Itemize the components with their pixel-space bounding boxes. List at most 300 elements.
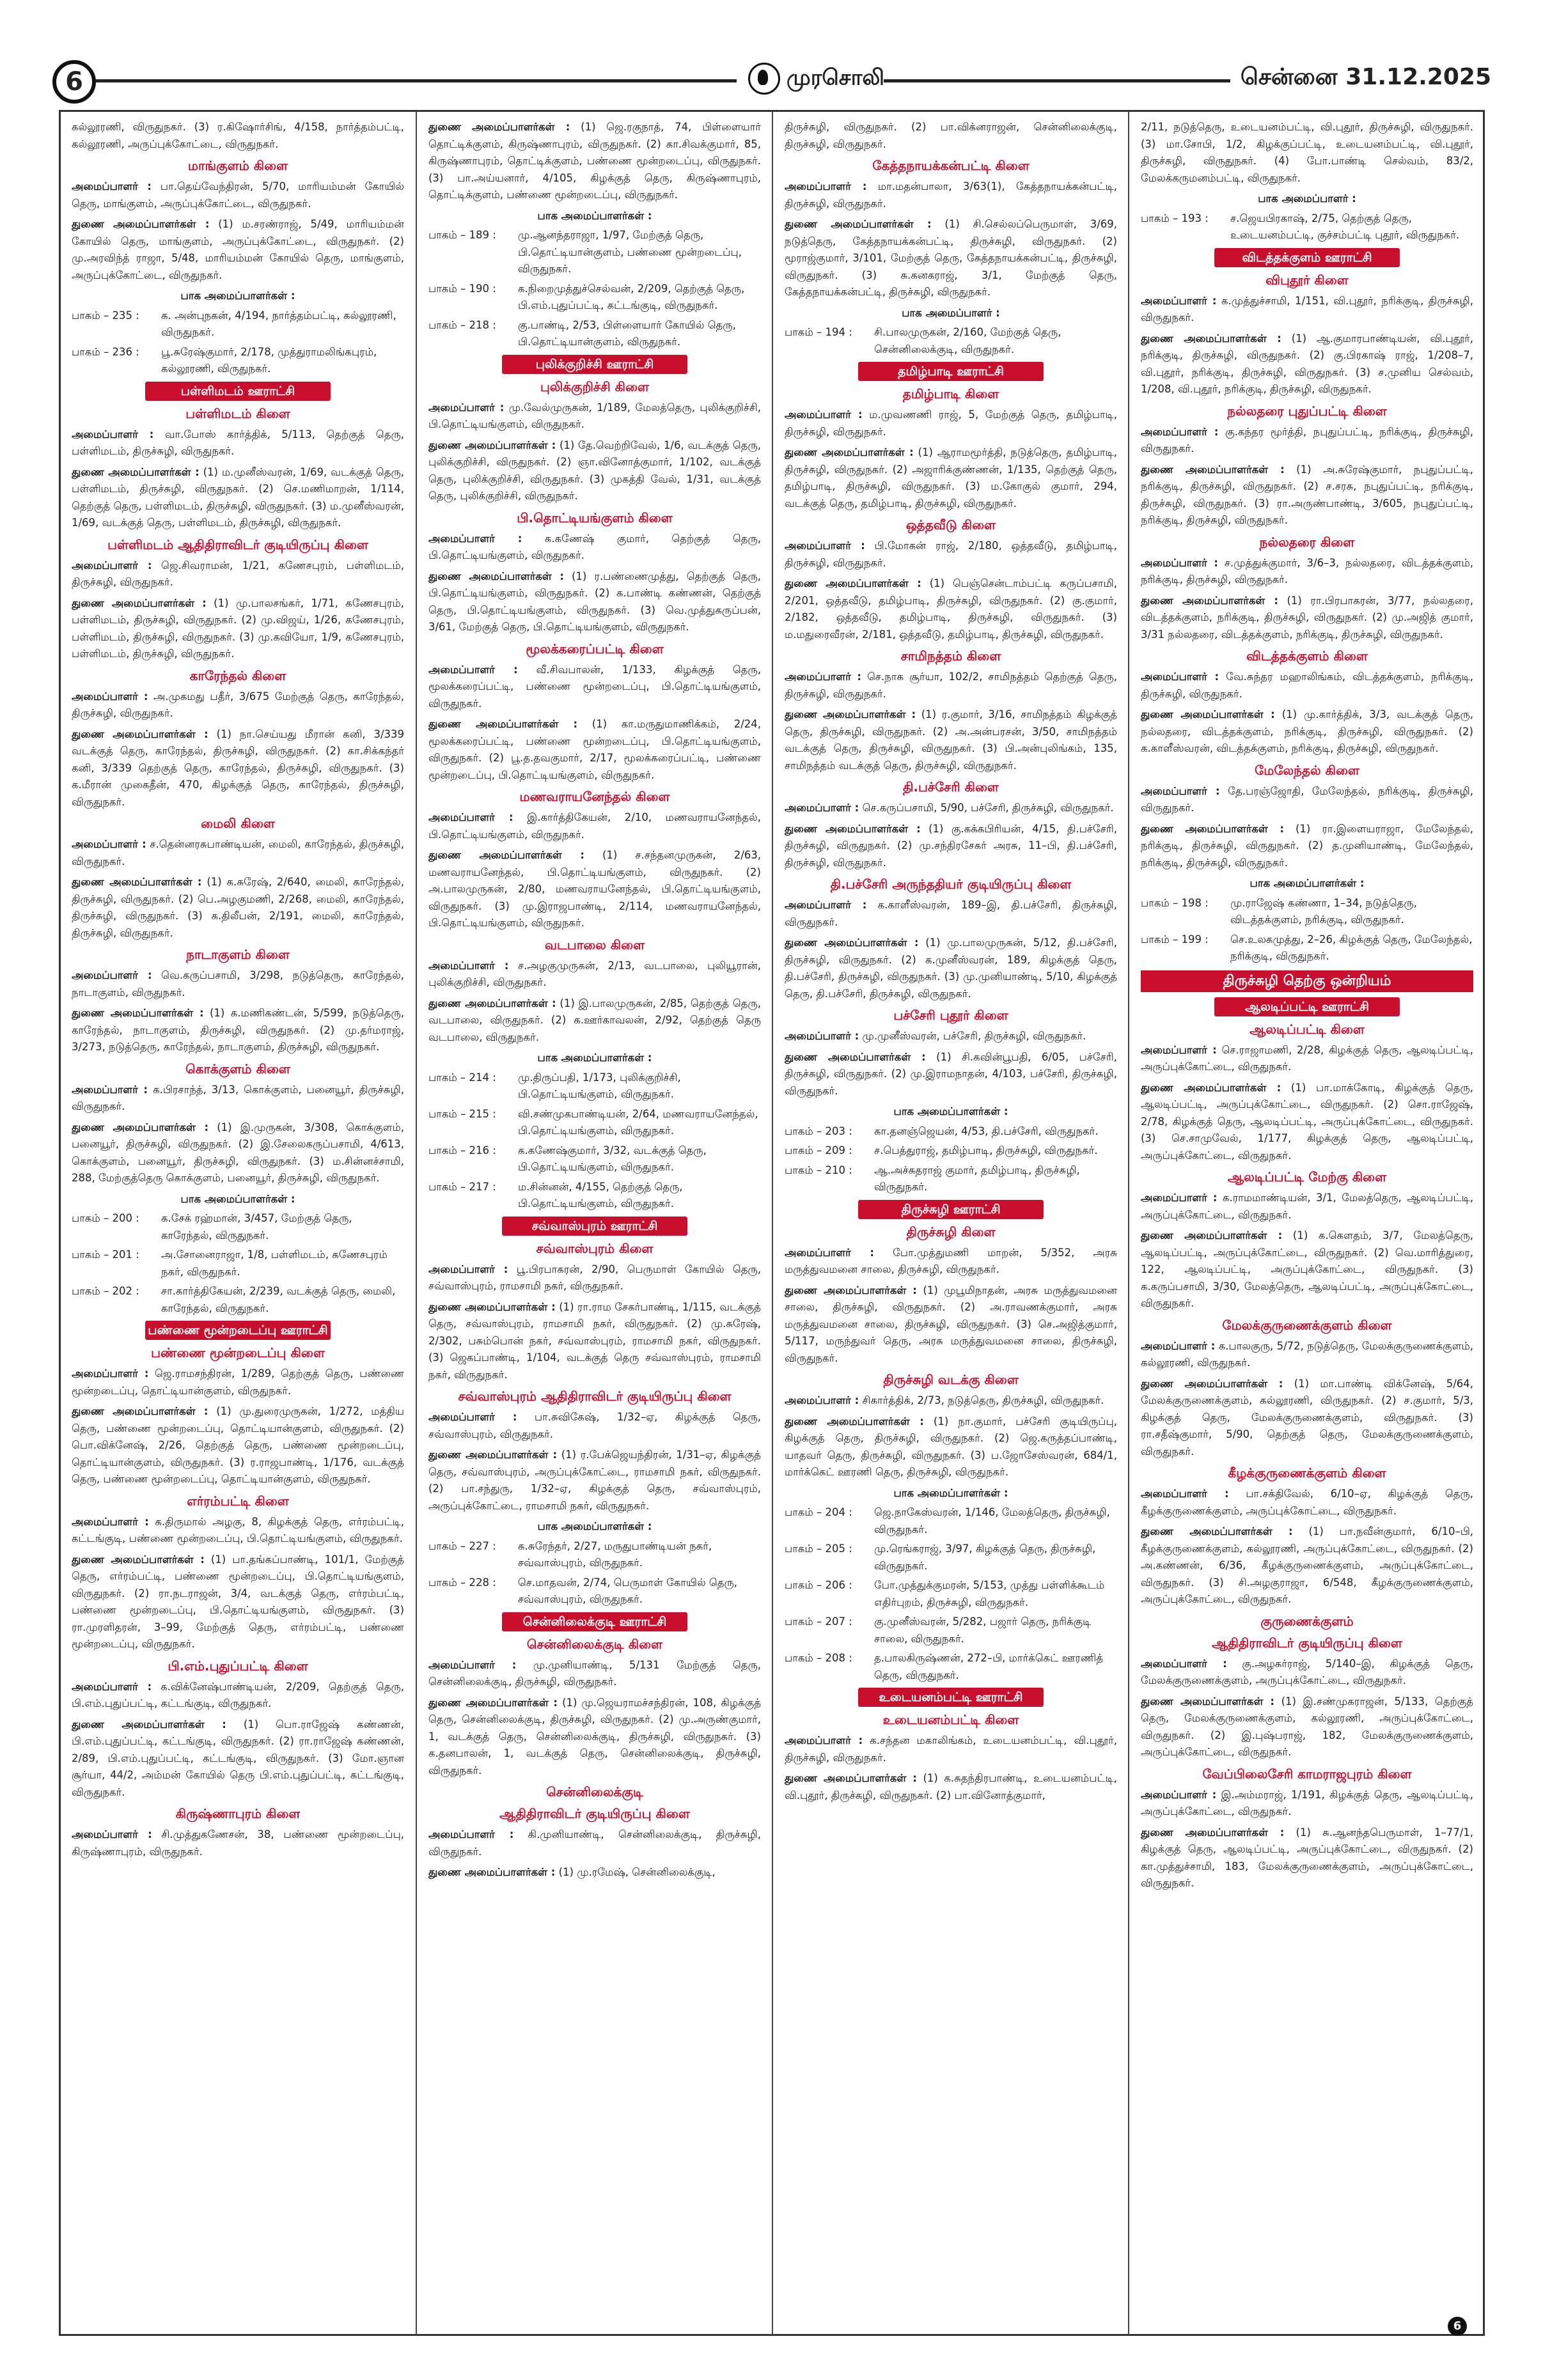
booth-person: போ.முத்துக்குமரன், 5/153, முத்து பள்ளிக்கூடம் எதிர்புறம், திருச்சுழி, விருதுநகர். [874,1579,1105,1608]
booth-number: பாகம் – 200 : [72,1212,139,1224]
booth-number: பாகம் – 194 : [785,326,852,338]
role-label: துணை அமைப்பாளர்கள் : [785,577,921,589]
entry-paragraph [1141,1080,1473,1165]
entry-paragraph [1141,783,1473,817]
entry-paragraph [1141,706,1473,758]
role-label: துணை அமைப்பாளர்கள் : [428,121,570,133]
entry-text: ஜெ.சிவராமன், 1/21, கணேசபுரம், பள்ளிமடம், திருச்சுழி, விருதுநகர். [72,559,404,588]
booth-number: பாகம் – 235 : [72,309,139,322]
entry-text: ச.தென்னரசுபாண்டியன், மைலி, காரேந்தல், திருச்சுழி, விருதுநகர். [72,838,404,867]
entry-paragraph [785,444,1117,512]
column-1 [72,119,404,2331]
entry-paragraph [72,688,404,722]
entry-text: (1) இ.பாலமுருகன், 2/85, தெற்குத் தெரு, வடபாலை, விருதுநகர். (2) க.ஊர்காவலன், 2/92, தெற்குத் தெரு வடபாலை, விருதுநகர். [428,997,761,1043]
booth-person: மு.திருப்பதி, 1/173, புலிக்குறிச்சி, பி.தொட்டியங்குளம், விருதுநகர். [518,1071,681,1100]
booth-heading: பாக அமைப்பாளர்கள் : [537,209,652,222]
entry-paragraph [428,437,761,505]
entry-paragraph [785,1245,1117,1279]
entry-paragraph [785,1413,1117,1481]
section-heading: வடபாலை கிளை [544,937,645,953]
role-label: துணை அமைப்பாளர்கள் : [1141,1229,1283,1241]
booth-number: பாகம் – 208 : [785,1652,852,1664]
role-label: துணை அமைப்பாளர்கள் : [1141,1695,1274,1707]
role-label: அமைப்பாளர் : [72,1515,149,1528]
role-label: துணை அமைப்பாளர்கள் : [1141,822,1284,835]
role-label: அமைப்பாளர் : [72,428,154,440]
booth-number: பாகம் – 202 : [72,1285,139,1297]
entry-text: (1) ச.சந்தனமுருகன், 2/63, மணவராயனேந்தல், பி.தொட்டியங்குளம், விருதுநகர். (2) அ.பாலமுருகன், 2/80, மணவராயனேந்தல், பி.தொட்டியங்குளம், விருதுநகர். (3) மு.இராஜபாண்டி, 2/114, மணவராயனேந்தல், பி.தொட்டியங்குளம், விருதுநகர். [428,849,761,929]
booth-number: பாகம் – 198 : [1141,896,1209,909]
role-label: அமைப்பாளர் : [785,1030,859,1042]
role-label: துணை அமைப்பாளர்கள் : [1141,1081,1281,1094]
role-label: துணை அமைப்பாளர்கள் : [1141,708,1275,720]
role-label: அமைப்பாளர் : [1141,1192,1218,1204]
entry-paragraph [1141,293,1473,327]
entry-paragraph [428,958,761,992]
entry-text: (1) க.கௌதம், 3/7, மேலத்தெரு, ஆலடிப்பட்டி, அருப்புக்கோட்டை, விருதுநகர். (2) வெ.மாரித்துரை, 122, ஆலடிப்பட்டி, அருப்புக்கோட்டை, விருதுநகர். (3) க.கருப்பசாமி, 3/30, மேலத்தெரு, ஆலடிப்பட்டி, அருப்புக்கோட்டை, விருதுநகர். [1141,1229,1473,1309]
role-label: துணை அமைப்பாளர்கள் : [785,822,921,835]
role-label: துணை அமைப்பாளர்கள் : [428,1866,556,1878]
booth-heading: பாக அமைப்பாளர்கள் : [180,290,295,302]
entry-paragraph [1141,1338,1473,1372]
role-label: அமைப்பாளர் : [72,1828,152,1840]
entry-paragraph [72,1403,404,1488]
section-heading: மைலி கிளை [201,816,275,831]
role-label: அமைப்பாளர் : [785,540,865,552]
role-label: அமைப்பாளர் : [428,663,518,676]
entry-text: (1) அ.சுரேஷ்குமார், நபுதுப்பட்டி, நரிக்குடி, திருச்சுழி, விருதுநகர். (2) ச.சரசு, நபுதுப்பட்டி, நரிக்குடி, திருச்சுழி, விருதுநகர். (3) ரா.அருண்பாண்டி, 3/605, நபுதுப்பட்டி, நரிக்குடி, திருச்சுழி, விருதுநகர். [1141,463,1473,526]
booth-person: க.சேக் ரஹ்மான், 3/457, மேற்குத் தெரு, காரேந்தல், விருதுநகர். [161,1212,352,1241]
role-label: அமைப்பாளர் : [1141,1339,1216,1352]
entry-text: (1) இ.முருகன், 3/308, கொக்குளம், பனையூர், திருச்சுழி, விருதுநகர். (2) இ.சேலைகருப்பசாமி, 4/613, கொக்குளம், பனையூர், திருச்சுழி, விருதுநகர். (3) ம.சின்னச்சாமி, 288, மேற்குத்தெரு கொக்குளம், பனையூர், திருச்சுழி, விருதுநகர். [72,1121,404,1184]
role-label: துணை அமைப்பாளர்கள் : [72,1121,209,1133]
role-label: அமைப்பாளர் : [428,1828,514,1840]
panchayat-label: பண்ணை மூன்றடைப்பு ஊராட்சி [145,1321,331,1340]
entry-text: க.ராமமாண்டியன், 3/1, மேலத்தெரு, ஆலடிப்பட்டி, அருப்புக்கோட்டை, விருதுநகர். [1141,1192,1473,1221]
booth-person: க.நிறைமுத்துச்செல்வன், 2/209, தெற்குத் தெரு, பி.எம்.புதுப்பட்டி, கட்டங்குடி, விருதுநகர். [518,282,745,311]
booth-number: பாகம் – 193 : [1141,212,1209,224]
entry-paragraph [428,1261,761,1295]
section-heading: புலிக்குறிச்சி கிளை [540,378,649,394]
section-heading: சென்னிலைக்குடி [546,1784,643,1800]
column-3 [785,119,1117,2331]
role-label: அமைப்பாளர் : [72,559,152,572]
entry-paragraph [428,1299,761,1384]
section-heading: மேலேந்தல் கிளை [1255,762,1359,778]
entry-text: செ.நாக சூர்யா, 102/2, சாமிநத்தம் தெற்குத் தெரு, திருச்சுழி, விருதுநகர். [785,671,1117,700]
issue-date: சென்னை 31.12.2025 [1230,64,1491,93]
section-heading: கிருஷ்ணாபுரம் கிளை [175,1806,301,1821]
entry-text: (1) ர.பண்ணைமுத்து, தெற்குத் தெரு, பி.தொட்டியங்குளம், விருதுநகர். (2) க.பாண்டி கண்ணன், தெற்குத் தெரு, பி.தொட்டியங்குளம், விருதுநகர். (3) வெ.முத்துகருப்பன், 3/61, மேற்குத் தெரு, பி.தொட்டியங்குளம், விருதுநகர். [428,570,761,633]
section-heading: தி.பச்சேரி கிளை [903,779,999,795]
entry-paragraph [785,1282,1117,1367]
booth-number: பாகம் – 199 : [1141,933,1209,945]
booth-person: ஜெ.நாகேஸ்வரன், 1/146, மேலத்தெரு, திருச்சுழி, விருதுநகர். [874,1506,1110,1536]
booth-person: மு.ஆனந்தராஜா, 1/97, மேற்குத் தெரு, பி.தொட்டியான்குளம், பண்ணை மூன்றடைப்பு, விருதுநகர். [518,229,742,275]
entry-text: செ.ராஜாமணி, 2/28, கிழக்குத் தெரு, ஆலடிப்பட்டி, அருப்புக்கோட்டை, விருதுநகர். [1141,1043,1473,1073]
entry-text: (1) க.சுரேஷ், 2/640, மைலி, காரேந்தல், திருச்சுழி, விருதுநகர். (2) பெ.அழகுமணி, 2/268, மைலி, காரேந்தல், திருச்சுழி, விருதுநகர். (3) க.திலீபன், 2/191, மைலி, காரேந்தல், திருச்சுழி, விருதுநகர். [72,876,404,939]
booth-person: த.பாலகிருஷ்ணன், 272–பி, மார்க்கெட் ஊரணித் தெரு, விருதுநகர். [874,1652,1104,1681]
section-heading: ஆலடிப்பட்டி கிளை [1249,1021,1365,1037]
entry-text: (1) க.மணிகண்டன், 5/599, நடுத்தெரு, காரேந்தல், நாடாகுளம், திருச்சுழி, விருதுநகர். (2) மு.தர்மராஜ், 3/273, நடுத்தெரு, காரேந்தல், நாடாகுளம், திருச்சுழி, விருதுநகர். [72,1007,404,1053]
role-label: துணை அமைப்பாளர்கள் : [72,1718,226,1731]
entry-paragraph [785,1732,1117,1766]
entry-text: (1) நா.செய்யது மீரான் கனி, 3/339 வடக்குத் தெரு, காரேந்தல், திருச்சுழி, விருதுநகர். (2) கா.சிக்கந்தர் கனி, 3/339 தெற்குத் தெரு, காரேந்தல், திருச்சுழி, விருதுநகர். (3) க.மீரான் முகைதீன், 470, கிழக்குத் தெரு, காரேந்தல், திருச்சுழி, விருதுநகர். [72,727,404,808]
entry-paragraph [1141,1523,1473,1608]
booth-heading: பாக அமைப்பாளர்கள் : [893,1105,1008,1117]
booth-person: ச.பெத்துராஜ், தமிழ்பாடி, திருச்சுழி, விருதுநகர். [874,1144,1098,1156]
booth-number: பாகம் – 210 : [785,1163,852,1176]
booth-number: பாகம் – 228 : [428,1576,496,1589]
entry-paragraph [72,967,404,1001]
entry-paragraph [785,669,1117,703]
page-number: 6 [52,60,96,104]
entry-text: (1) மு.கார்த்திக், 3/3, வடக்குத் தெரு, நல்லதரை, விடத்தக்குளம், நரிக்குடி, திருச்சுழி, விருதுநகர். (2) க.காளீஸ்வரன், விடத்தக்குளம், நரிக்குடி, திருச்சுழி, விருதுநகர். [1141,708,1473,754]
entry-paragraph [1141,1787,1473,1821]
entry-paragraph [72,1552,404,1653]
section-heading: பள்ளிமடம் கிளை [185,405,290,421]
booth-row [428,1538,761,1572]
column-4 [1141,119,1473,2331]
role-label: அமைப்பாளர் : [1141,556,1218,569]
entry-text: (1) முபூமிநாதன், அரசு மருத்துவமனை சாலை, திருச்சுழி, விருதுநகர். (2) அ.ராவணக்குமார், அரசு மருத்துவமனை சாலை, திருச்சுழி, விருதுநகர். (3) செ.அஜித்குமார், 5/117, மருந்துவர் தெரு, அரசு மருத்துவமனை சாலை, திருச்சுழி, விருதுநகர். [785,1284,1117,1364]
masthead-logo-icon [748,63,780,95]
entry-text: (1) ஆ.குமாரபாண்டியன், வி.புதூர், நரிக்குடி, திருச்சுழி, விருதுநகர். (2) கு.பிரகாஷ் ராஜ், 1/208–7, வி.புதூர், நரிக்குடி, திருச்சுழி, விருதுநகர். (3) ச.முனிய செல்வம், 1/208, வி.புதூர், நரிக்குடி, திருச்சுழி, விருதுநகர். [1141,332,1473,395]
role-label: அமைப்பாளர் : [72,969,152,981]
role-label: துணை அமைப்பாளர்கள் : [1141,1826,1285,1839]
role-label: அமைப்பாளர் : [785,671,862,683]
role-label: அமைப்பாளர் : [1141,784,1220,797]
entry-paragraph [72,557,404,591]
entry-text: (1) மு.பாலசங்கர், 1/71, கணேசபுரம், பள்ளிமடம், திருச்சுழி, விருதுநகர். (2) மு.விஜய், 1/26, கணேசபுரம், பள்ளிமடம், திருச்சுழி, விருதுநகர். (3) மு.கவியோ, 1/9, கணேசபுரம், பள்ளிமடம், திருச்சுழி, விருதுநகர். [72,596,404,660]
entry-paragraph [428,531,761,564]
booth-person: க.கணேஷ்குமார், 3/32, வடக்குத் தெரு, பி.தொட்டியங்குளம், விருதுநகர். [518,1144,707,1173]
entry-paragraph [428,1695,761,1780]
entry-text: (1) சி.செல்லப்பெருமாள், 3/69, நடுத்தெரு, கேத்தநாயக்கன்பட்டி, திருச்சுழி, விருதுநகர். (2) மூராஜ்குமார், 3/101, மேற்குத் தெரு, கேத்தநாயக்கன்பட்டி, திருச்சுழி, விருதுநகர். (3) சு.கனகராஜ், 3/1, மேற்குத் தெரு, கேத்தநாயக்கன்பட்டி, திருச்சுழி, விருதுநகர். [785,218,1117,298]
entry-text: க.சந்தன மகாலிங்கம், உடையனம்பட்டி, வி.புதூர், திருச்சுழி, விருதுநகர். [785,1734,1117,1764]
booth-number: பாகம் – 201 : [72,1248,139,1261]
section-heading: உடையனம்பட்டி கிளை [882,1712,1019,1727]
entry-paragraph [72,836,404,870]
entry-text: க.பிரசாந்த், 3/13, கொக்குளம், பனையூர், திருச்சுழி, விருதுநகர். [72,1083,404,1112]
entry-text: பூ.பிரபாகரன், 2/90, பெருமாள் கோயில் தெரு, சவ்வாஸ்புரம், ராமசாமி நகர், விருதுநகர். [428,1263,761,1292]
booth-row [1141,210,1473,244]
role-label: அமைப்பாளர் : [1141,425,1219,438]
booth-person: மு.ராஜேஷ் கண்ணா, 1–34, நடுத்தெரு, விடத்தக்குளம், நரிக்குடி, விருதுநகர். [1230,896,1417,926]
booth-row [1141,931,1473,965]
entry-text: (1) மு.ஜெயராமச்சந்திரன், 108, கிழக்குத் தெரு, சென்னிலைக்குடி, திருச்சுழி, விருதுநகர். (2) மு.அருண்குமார், 1, வடக்குத் தெரு, சென்னிலைக்குடி, திருச்சுழி, விருதுநகர். (3) க.தனபாலன், 1, வடக்குத் தெரு, சென்னிலைக்குடி, திருச்சுழி, விருதுநகர். [428,1696,761,1777]
entry-text: சி.முத்துகணேசன், 38, பண்ணை மூன்றடைப்பு, கிருஷ்ணாபுரம், விருதுநகர். [72,1828,404,1858]
role-label: துணை அமைப்பாளர்கள் : [785,1284,917,1296]
entry-paragraph [428,1409,761,1443]
entry-text: (1) சு.ஆனந்தபெருமாள், 1–77/1, கிழக்குத் தெரு, ஆலடிப்பட்டி, அருப்புக்கோட்டை, விருதுநகர். (2) கா.முத்துச்சாமி, 183, மேலக்குருணைக்குளம், அருப்புக்கோட்டை, விருதுநகர். [1141,1826,1473,1889]
section-heading: ஆதிதிராவிடர் குடியிருப்பு கிளை [499,1806,690,1821]
section-heading: கேத்தநாயக்கன்பட்டி கிளை [872,158,1030,173]
entry-text: (1) மு.பாலமுருகன், 5/12, தி.பச்சேரி, திருச்சுழி, விருதுநகர். (2) க.முனீஸ்வரன், 189, கிழக்குத் தெரு, தி.பச்சேரி, திருச்சுழி, விருதுநகர். (3) மு.முனியாண்டி, 5/10, கிழக்குத் தெரு, தி.பச்சேரி, திருச்சுழி, விருதுநகர். [785,937,1117,1000]
booth-row [428,1106,761,1140]
section-heading: தி.பச்சேரி அருந்ததியர் குடியிருப்பு கிளை [830,876,1072,892]
entry-text: க.முத்துச்சாமி, 1/151, வி.புதூர், நரிக்குடி, திருச்சுழி, விருதுநகர். [1141,294,1473,323]
entry-text: தே.பரஞ்ஜோதி, மேலேந்தல், நரிக்குடி, திருச்சுழி, விருதுநகர். [1141,784,1473,814]
role-label: துணை அமைப்பாளர்கள் : [1141,332,1281,345]
booth-number: பாகம் – 205 : [785,1543,852,1555]
entry-paragraph [72,1716,404,1801]
role-label: அமைப்பாளர் : [428,401,505,414]
entry-paragraph [428,568,761,636]
column-2 [428,119,761,2331]
booth-heading: பாக அமைப்பாளர் : [902,306,1000,319]
entry-paragraph [1141,331,1473,398]
entry-paragraph [1141,119,1473,187]
entry-paragraph [785,1770,1117,1804]
section-heading: விடத்தக்குளம் கிளை [1246,648,1368,664]
column-divider-3 [1128,111,1129,2335]
entry-paragraph [428,1657,761,1691]
role-label: துணை அமைப்பாளர்கள் : [1141,1377,1283,1390]
section-heading: குருணைக்குளம் [1260,1613,1354,1629]
entry-text: வெ.கருப்பசாமி, 3/298, நடுத்தெரு, காரேந்தல், நாடாகுளம், விருதுநகர். [72,969,404,999]
role-label: துணை அமைப்பாளர்கள் : [428,997,556,1009]
role-label: அமைப்பாளர் : [72,690,148,703]
role-label: அமைப்பாளர் : [785,1734,863,1746]
entry-text: (1) கா.மருதுமாணிக்கம், 2/24, மூலக்கரைப்பட்டி, பண்ணை மூன்றடைப்பு, பி.தொட்டியங்குளம், விருதுநகர். (2) பூ.த.தவகுமார், 2/17, மூலக்கரைப்பட்டி, பண்ணை மூன்றடைப்பு, பி.தொட்டியங்குளம், விருதுநகர். [428,718,761,781]
booth-person: க.சுரேந்தர், 2/27, மருதுபாண்டியன் நகர், சவ்வாஸ்புரம், விருதுநகர். [518,1539,712,1569]
role-label: துணை அமைப்பாளர்கள் : [428,439,556,451]
entry-paragraph [1141,1042,1473,1076]
entry-paragraph [785,935,1117,1002]
section-heading: நல்லதரை புதுப்பட்டி கிளை [1227,403,1387,419]
entry-text: பா.சக்திவேல், 6/10–ஏ, கிழக்குத் தெரு, கீழக்குருணைக்குளம், அருப்புக்கோட்டை, விருதுநகர். [1141,1488,1473,1517]
booth-number: பாகம் – 209 : [785,1144,852,1156]
entry-text: (1) ஜெ.ரகுநாத், 74, பிள்ளையார் தொட்டிக்குளம், கிருஷ்ணாபுரம், விருதுநகர். (2) கா.சிவக்குமார், 85, கிருஷ்ணாபுரம், தொட்டிக்குளம், பண்ணை மூன்றடைப்பு, விருதுநகர். (3) பா.அய்யனார், 4/105, கிழக்குத் தெரு, கிருஷ்ணாபுரம், தொட்டிக்குளம், பண்ணை மூன்றடைப்பு, விருதுநகர். [428,121,761,201]
entry-paragraph [1141,424,1473,458]
entry-paragraph [72,874,404,942]
role-label: துணை அமைப்பாளர்கள் : [785,1772,917,1784]
entry-text: கு.அழகர்ராஜ், 5/140–இ, கிழக்குத் தெரு, மேலக்குருணைக்குளம், அருப்புக்கோட்டை, விருதுநகர். [1141,1657,1473,1686]
entry-paragraph [1141,1376,1473,1461]
entry-paragraph [72,426,404,460]
entry-paragraph [72,1514,404,1548]
entry-paragraph [785,216,1117,301]
booth-row [428,1069,761,1103]
entry-paragraph [428,995,761,1046]
entry-text: (1) ஆராமமூர்த்தி, நடுத்தெரு, தமிழ்பாடி, திருச்சுழி, விருதுநகர். (2) அஜாரிக்குண்ணன், 1/135, தெற்குத் தெரு, தமிழ்பாடி, திருச்சுழி, விருதுநகர். (3) ம.கோகுல் குமார், 294, வடக்குத் தெரு, தமிழ்பாடி, திருச்சுழி, விருதுநகர். [785,446,1117,509]
entry-paragraph [428,1447,761,1514]
entry-paragraph [72,726,404,811]
entry-text: (1) இ.சண்முகராஜன், 5/133, தெற்குத் தெரு, மேலக்குருணைக்குளம், கல்லூரணி, அருப்புக்கோட்டை, விருதுநகர். (2) இ.புஷ்பராஜ், 182, மேலக்குருணைக்குளம், அருப்புக்கோட்டை, விருதுநகர். [1141,1695,1473,1758]
entry-paragraph [1141,462,1473,529]
masthead-title: முரசொலி [787,65,884,91]
section-heading: பண்ணை மூன்றடைப்பு கிளை [151,1345,325,1360]
section-heading: சவ்வாஸ்புரம் கிளை [536,1240,654,1256]
role-label: துணை அமைப்பாளர்கள் : [785,708,916,720]
role-label: அமைப்பாளர் : [1141,671,1219,683]
section-heading: வேப்பிலைசேரி காமராஜபுரம் கிளை [1202,1766,1412,1782]
booth-person: கா.தனஞ்ஜெயன், 4/53, தி.பச்சேரி, விருதுநகர். [874,1124,1099,1137]
entry-paragraph [785,706,1117,774]
booth-row [785,1541,1117,1575]
booth-person: கு.முனீஸ்வரன், 5/282, பஜார் தெரு, நரிக்குடி சாலை, விருதுநகர். [874,1615,1092,1645]
booth-number: பாகம் – 215 : [428,1107,496,1120]
booth-number: பாகம் – 214 : [428,1071,496,1084]
entry-paragraph [1141,555,1473,589]
entry-paragraph [72,178,404,212]
section-heading: விபுதூர் கிளை [1265,272,1349,288]
entry-text: (1) ரா.பிரபாகரன், 3/77, நல்லதரை, விடத்தக்குளம், நரிக்குடி, திருச்சுழி, விருதுநகர். (2) மு.அஜித் குமார், 3/31 நல்லதரை, விடத்தக்குளம், நரிக்குடி, திருச்சுழி, விருதுநகர். [1141,594,1473,641]
entry-paragraph [785,178,1117,212]
booth-heading: பாக அமைப்பாளர்கள் : [893,1486,1008,1499]
entry-text: (1) நா.குமார், பச்சேரி குடியிருப்பு, கிழக்குத் தெரு, திருச்சுழி, விருதுநகர். (2) ஜெ.கருத்தப்பாண்டி, யாதவர் தெரு, திருச்சுழி, விருதுநகர். (3) ப.ஜோசேஸ்வரன், 684/1, மார்க்கெட் ஊரணி தெரு, திருச்சுழி, விருதுநகர். [785,1415,1117,1478]
entry-text: வா.போஸ் கார்த்திக், 5/113, தெற்குத் தெரு, பள்ளிமடம், திருச்சுழி, விருதுநகர். [72,428,404,457]
booth-number: பாகம் – 189 : [428,229,496,241]
entry-text: கு.கந்தர மூர்த்தி, நபுதுப்பட்டி, நரிக்குடி, திருச்சுழி, விருதுநகர். [1141,425,1473,455]
entry-text: ச.முத்துக்குமார், 3/6–3, நல்லதரை, விடத்தக்குளம், நரிக்குடி, திருச்சுழி, விருதுநகர். [1141,556,1473,586]
entry-text: (1) ர.பேக்ஜெயந்திரன், 1/31–ஏ, கிழக்குத் தெரு, சவ்வாஸ்புரம், அருப்புக்கோட்டை, ராமசாமி நகர், விருதுநகர். (2) பா.சந்துரு, 1/32–ஏ, கிழக்குத் தெரு, சவ்வாஸ்புரம், அருப்புக்கோட்டை, ராமசாமி நகர், விருதுநகர். [428,1449,761,1512]
entry-paragraph [72,1365,404,1399]
entry-text: மு.வேல்முருகன், 1/189, மேலத்தெரு, புலிக்குறிச்சி, பி.தொட்டியங்குளம், விருதுநகர். [428,401,761,430]
entry-paragraph [428,847,761,932]
section-heading: பி.எம்.புதுப்பட்டி கிளை [168,1658,308,1674]
booth-heading: பாக அமைப்பாளர்கள் : [537,1520,652,1532]
booth-row [785,1577,1117,1611]
role-label: அமைப்பாளர் : [785,899,867,911]
role-label: அமைப்பாளர் : [1141,1488,1229,1500]
booth-row [428,317,761,351]
entry-paragraph [72,464,404,532]
entry-text: (1) ரா.ராம சேகர்பாண்டி, 1/115, வடக்குத் தெரு, சவ்வாஸ்புரம், ராமசாமி நகர், விருதுநகர். (2) மு.சுரேஷ், 2/302, பசும்பொன் நகர், சவ்வாஸ்புரம், ராமசாமி நகர், விருதுநகர். (3) ஜெகப்பாண்டி, 1/104, வடக்குத் தெரு சவ்வாஸ்புரம், ராமசாமி நகர், விருதுநகர். [428,1300,761,1381]
booth-person: ச.ஜெயபிரகாஷ், 2/75, தெற்குத் தெரு, உடையனம்பட்டி, குச்சம்பட்டி புதூர், விருதுநகர். [1230,212,1460,241]
booth-person: சி.பாலமுருகன், 2/160, மேற்குத் தெரு, சென்னிலைக்குடி, விருதுநகர். [874,326,1061,355]
panchayat-label: உடையனம்பட்டி ஊராட்சி [858,1688,1044,1707]
booth-number: பாகம் – 206 : [785,1579,852,1591]
entry-text: செ.கருப்பசாமி, 5/90, பச்சேரி, திருச்சுழி, விருதுநகர். [862,802,1114,814]
section-heading: நல்லதரை கிளை [1259,534,1355,550]
booth-person: க. அன்புநகன், 4/194, நார்த்தம்பட்டி, கல்லூரணி, விருதுநகர். [161,309,396,338]
entry-text: (1) கு.கக்கபிரியன், 4/15, தி.பச்சேரி, திருச்சுழி, விருதுநகர். (2) மு.சந்திரசேகர் அரசு, 11–பி, தி.பச்சேரி, திருச்சுழி, விருதுநகர். [785,822,1117,869]
booth-heading: பாக அமைப்பாளர்கள் : [537,1052,652,1064]
entry-text: (1) பா.மாக்கோடி, கிழக்குத் தெரு, ஆலடிப்பட்டி, அருப்புக்கோட்டை, விருதுநகர். (2) சொ.ராஜேஷ், 2/78, கிழக்குத் தெரு, ஆலடிப்பட்டி, அருப்புக்கோட்டை, விருதுநகர். (3) செ.சாமுவேல், 1/177, கிழக்குத் தெரு, ஆலடிப்பட்டி, அருப்புக்கோட்டை, விருதுநகர். [1141,1081,1473,1162]
entry-paragraph [785,821,1117,872]
booth-number: பாகம் – 216 : [428,1144,496,1156]
entry-text: கல்லூரணி, விருதுநகர். (3) ர.கிஷோர்சிங், 4/158, நார்த்தம்பட்டி, கல்லூரணி, அருப்புக்கோட்டை, விருதுநகர். [72,121,404,150]
booth-person: வி.சண்முகபாண்டியன், 2/64, மணவராயனேந்தல், பி.தொட்டியங்குளம், விருதுநகர். [518,1107,758,1137]
role-label: துணை அமைப்பாளர்கள் : [72,596,207,609]
entry-text: ச.அழகுமுருகன், 2/13, வடபாலை, புலியூரான், புலிக்குறிச்சி, விருதுநகர். [428,959,761,988]
section-heading: நாடாகுளம் கிளை [186,947,290,962]
role-label: துணை அமைப்பாளர்கள் : [72,1007,204,1019]
booth-row [785,1650,1117,1684]
column-divider-1 [416,111,417,2335]
role-label: அமைப்பாளர் : [72,1680,152,1693]
header-rule-left [91,79,737,82]
entry-paragraph [785,119,1117,153]
panchayat-label: விடத்தக்குளம் ஊராட்சி [1214,248,1400,267]
entry-text: மு.முனியாண்டி, 5/131 மேற்குத் தெரு, சென்னிலைக்குடி, திருச்சுழி, விருதுநகர். [428,1658,761,1688]
section-heading: தமிழ்பாடி கிளை [902,386,999,401]
booth-row [785,1614,1117,1647]
entry-text: இ.கார்த்திகேயன், 2/10, மணவராயனேந்தல், பி.தொட்டியங்குளம், விருதுநகர். [428,811,761,841]
section-heading: திருச்சுழி கிளை [906,1224,996,1240]
role-label: அமைப்பாளர் : [785,408,863,421]
booth-row [72,307,404,341]
page-header [52,60,1491,105]
booth-person: சா.கார்த்திகேயன், 2/239, வடக்குத் தெரு, மைலி, காரேந்தல், விருதுநகர். [161,1285,396,1314]
masthead [748,63,884,95]
role-label: துணை அமைப்பாளர்கள் : [428,1696,558,1709]
section-heading: ஒத்தவீடு கிளை [905,517,996,533]
entry-text: பா.தெய்வேந்திரன், 5/70, மாரியம்மன் கோயில் தெரு, மாங்குளம், அருப்புக்கோட்டை, விருதுநகர். [72,180,404,210]
booth-row [428,1575,761,1608]
entry-text: (1) ரா.இளையராஜா, மேலேந்தல், நரிக்குடி, திருச்சுழி, விருதுநகர். (2) த.முனியாண்டி, மேலேந்தல், நரிக்குடி, திருச்சுழி, விருதுநகர். [1141,822,1473,869]
section-heading: பச்சேரி புதூர் கிளை [893,1007,1008,1023]
booth-person: மு.ரெங்கராஜ், 3/97, கிழக்குத் தெரு, திருச்சுழி, விருதுநகர். [874,1543,1096,1572]
entry-paragraph [72,1082,404,1116]
booth-person: பூ.சுரேஷ்குமார், 2/178, முத்துராமலிங்கபுரம், கல்லூரணி, விருதுநகர். [161,345,377,375]
section-heading: மணவராயனேந்தல் கிளை [519,789,670,804]
panchayat-label: பள்ளிமடம் ஊராட்சி [145,382,331,401]
panchayat-label: புலிக்குறிச்சி ஊராட்சி [502,355,687,374]
union-banner: திருச்சுழி தெற்கு ஒன்றியம் [1141,970,1473,992]
role-label: அமைப்பாளர் : [785,1246,875,1259]
entry-paragraph [428,400,761,433]
entry-text: திருச்சுழி, விருதுநகர். (2) பா.விக்னராஜன், சென்னிலைக்குடி, திருச்சுழி, விருதுநகர். [785,121,1117,150]
entry-text: 2/11, நடுத்தெரு, உடையனம்பட்டி, வி.புதூர், திருச்சுழி, விருதுநகர். (3) மா.சோபி, 1/2, கிழக்குப்பட்டி, உடையனம்பட்டி, வி.புதூர், திருச்சுழி, விருதுநகர். (4) போ.பாண்டி செல்வம், 83/2, மேலக்கருமனம்பட்டி, விருதுநகர். [1141,121,1473,184]
entry-paragraph [785,575,1117,643]
role-label: துணை அமைப்பாளர்கள் : [785,446,914,458]
role-label: அமைப்பாளர் : [428,1263,508,1275]
entry-text: (1) ம.முனீஸ்வரன், 1/69, வடக்குத் தெரு, பள்ளிமடம், திருச்சுழி, விருதுநகர். (2) செ.மணிமாறன், 1/114, தெற்குத் தெரு, பள்ளிமடம், திருச்சுழி, விருதுநகர். (3) ம.முனீஸ்வரன், 1/69, வடக்குத் தெரு, பள்ளிமடம், திருச்சுழி, விருதுநகர். [72,465,404,529]
entry-text: அ.முகமது பதீர், 3/675 மேற்குத் தெரு, காரேந்தல், திருச்சுழி, விருதுநகர். [72,690,404,719]
entry-text: ஜெ.ராமசந்திரன், 1/289, தெற்குத் தெரு, பண்ணை மூன்றடைப்பு, தொட்டியான்குளம், விருதுநகர். [72,1367,404,1397]
entry-paragraph [428,1864,761,1881]
section-heading: கொக்குளம் கிளை [185,1061,290,1077]
role-label: துணை அமைப்பாளர்கள் : [785,937,919,949]
role-label: அமைப்பாளர் : [785,1394,859,1406]
entry-text: க.காளீஸ்வரன், 189–இ, தி.பச்சேரி, திருச்சுழி, விருதுநகர். [785,899,1117,928]
booth-row [1141,895,1473,929]
booth-person: கு.பாண்டி, 2/53, பிள்ளையார் கோயில் தெரு, பி.தொட்டியான்குளம், விருதுநகர். [518,318,736,348]
role-label: துணை அமைப்பாளர்கள் : [72,465,200,478]
booth-row [785,1142,1117,1160]
entry-text: மா.மதன்பாலா, 3/63(1), கேத்தநாயக்கன்பட்டி, திருச்சுழி, விருதுநகர். [785,180,1117,210]
role-label: அமைப்பாளர் : [1141,294,1217,307]
entry-paragraph [428,716,761,784]
entry-paragraph [785,1392,1117,1410]
entry-paragraph [72,1826,404,1860]
role-label: துணை அமைப்பாளர்கள் : [428,849,584,861]
booth-row [72,1210,404,1244]
entry-text: க.பாலகுரு, 5/72, நடுத்தெரு, மேலக்குருணைக்குளம், கல்லூரணி, விருதுநகர். [1141,1339,1473,1369]
panchayat-label: திருச்சுழி ஊராட்சி [858,1200,1044,1219]
section-heading: மாங்குளம் கிளை [187,158,288,173]
entry-paragraph [785,1028,1117,1045]
role-label: அமைப்பாளர் : [72,180,152,192]
entry-paragraph [1141,1486,1473,1520]
header-rule-right [884,79,1280,82]
entry-text: ம.முவணணி ராஜ், 5, மேற்குத் தெரு, தமிழ்பாடி, திருச்சுழி, விருதுநகர். [785,408,1117,438]
role-label: துணை அமைப்பாளர்கள் : [785,218,932,230]
entry-text: க.கணேஷ் குமார், தெற்குத் தெரு, பி.தொட்டியங்குளம், விருதுநகர். [428,532,761,561]
booth-row [428,1179,761,1213]
booth-number: பாகம் – 204 : [785,1506,852,1518]
booth-row [785,1504,1117,1538]
role-label: துணை அமைப்பாளர்கள் : [72,218,210,230]
role-label: அமைப்பாளர் : [72,838,146,850]
entry-text: பா.சுவிகேஷ், 1/32–ஏ, கிழக்குத் தெரு, சவ்வாஸ்புரம், விருதுநகர். [428,1411,761,1440]
entry-text: போ.முத்துமணி மாறன், 5/352, அரசு மருத்துவமனை சாலை, திருச்சுழி, விருதுநகர். [785,1246,1117,1275]
entry-text: (1) பொ.ராஜேஷ் கண்ணன், பி.எம்.புதுப்பட்டி, கட்டங்குடி, விருதுநகர். (2) ரா.ராஜேஷ் கண்ணன், 2/89, பி.எம்.புதுப்பட்டி, கட்டங்குடி, விருதுநகர். (3) மோ.ஞான சூர்யா, 44/2, அம்மன் கோயில் தெரு பி.எம்.புதுப்பட்டி, கட்டங்குடி, விருதுநகர். [72,1718,404,1798]
section-heading: சாமிநத்தம் கிளை [900,648,1001,664]
